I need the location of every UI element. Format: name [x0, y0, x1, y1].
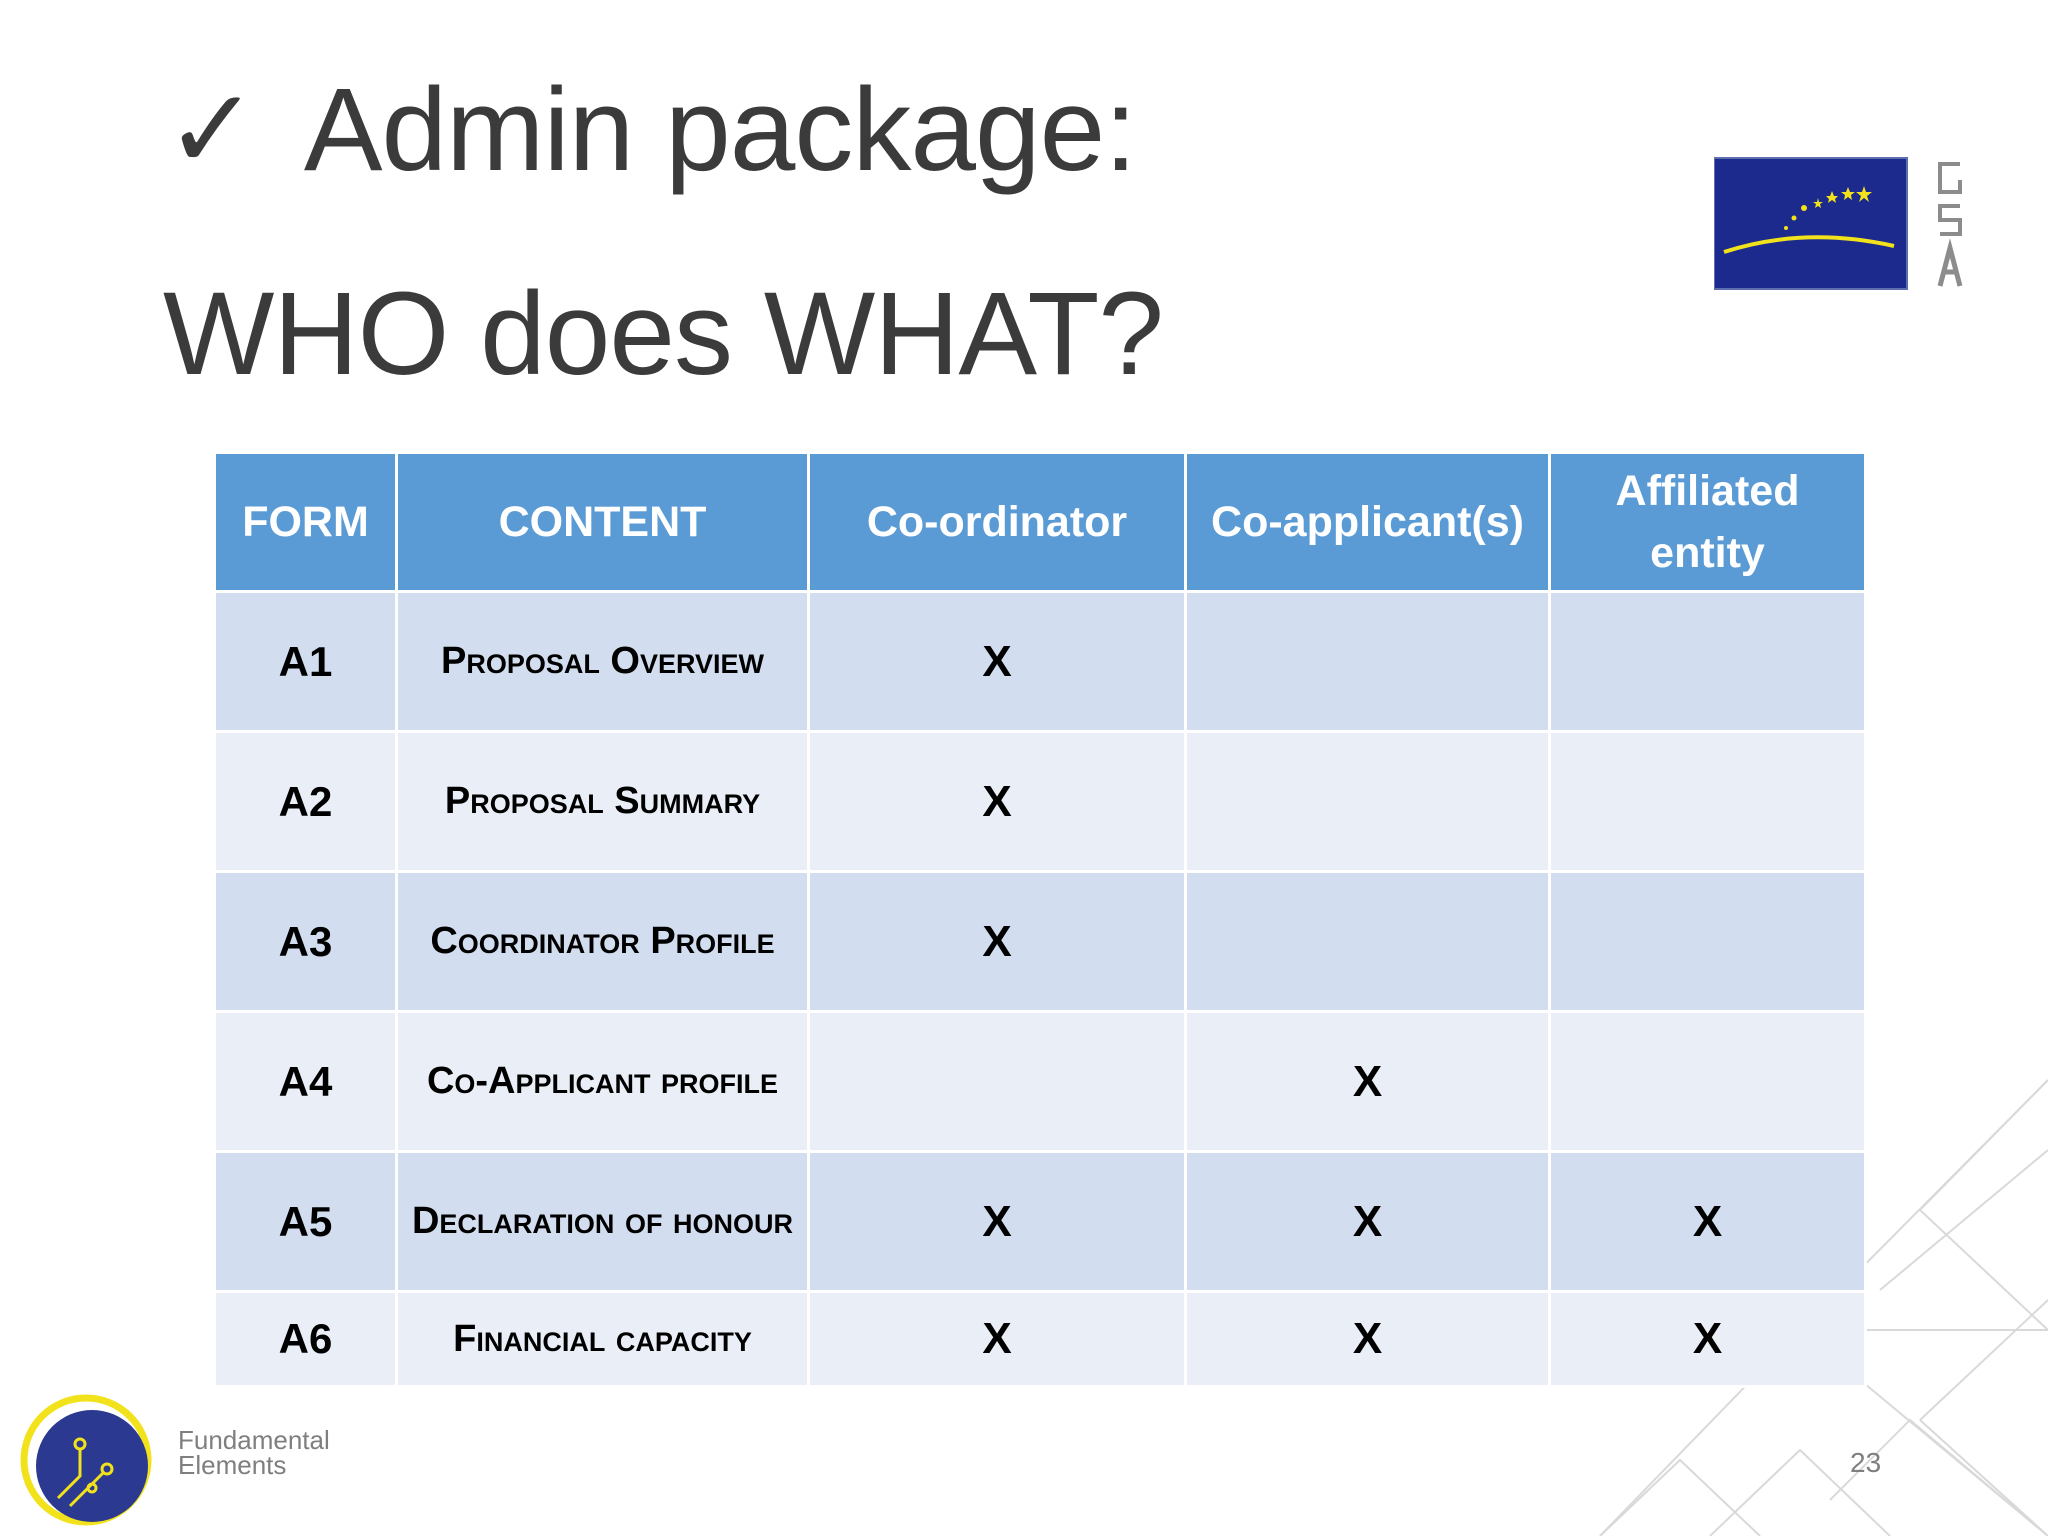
coordinator-mark: X — [809, 872, 1186, 1012]
affiliated-mark — [1550, 732, 1866, 872]
table-row — [215, 1152, 1866, 1292]
coapplicant-mark: X — [1186, 1292, 1550, 1387]
header-coapplicants: Co-applicant(s) — [1186, 453, 1550, 592]
coordinator-mark: X — [809, 592, 1186, 732]
content-cell: Co-Applicant profile — [397, 1012, 809, 1152]
form-code: A4 — [215, 1012, 397, 1152]
content-cell: Declaration of honour — [397, 1152, 809, 1292]
content-cell: Coordinator Profile — [397, 872, 809, 1012]
affiliated-mark — [1550, 1012, 1866, 1152]
page-number: 23 — [1850, 1447, 1882, 1478]
table-row — [215, 872, 1866, 1012]
title-line — [165, 60, 1136, 200]
gsa-logo-letters — [1940, 164, 1960, 234]
header-content: CONTENT — [397, 453, 809, 592]
gsa-logo — [1714, 156, 1969, 291]
gsa-logo-letter-a — [1940, 248, 1960, 286]
table-row — [215, 732, 1866, 872]
affiliated-mark — [1550, 592, 1866, 732]
header-coordinator: Co-ordinator — [809, 453, 1186, 592]
fe-text-line-1: Fundamental — [178, 1425, 330, 1455]
coordinator-mark: X — [809, 1292, 1186, 1387]
fundamental-elements-text — [178, 1425, 330, 1480]
coordinator-mark — [809, 1012, 1186, 1152]
coordinator-mark: X — [809, 1152, 1186, 1292]
affiliated-mark: X — [1550, 1292, 1866, 1387]
slide-subtitle: WHO does WHAT? — [163, 268, 1164, 400]
slide-title: Admin package: — [303, 64, 1137, 196]
coapplicant-mark — [1186, 592, 1550, 732]
content-cell: Proposal Summary — [397, 732, 809, 872]
table-row — [215, 1012, 1866, 1152]
table-row — [215, 592, 1866, 732]
form-code: A2 — [215, 732, 397, 872]
fe-text-line-2: Elements — [178, 1450, 287, 1480]
table-header-row — [215, 453, 1866, 592]
coapplicant-mark — [1186, 872, 1550, 1012]
coapplicant-mark — [1186, 732, 1550, 872]
coapplicant-mark: X — [1186, 1152, 1550, 1292]
coordinator-mark: X — [809, 732, 1186, 872]
affiliated-mark: X — [1550, 1152, 1866, 1292]
affiliated-mark — [1550, 872, 1866, 1012]
content-cell: Proposal Overview — [397, 592, 809, 732]
who-does-what-table — [213, 451, 1867, 1388]
form-code: A6 — [215, 1292, 397, 1387]
header-form: FORM — [215, 453, 397, 592]
fundamental-elements-logo — [8, 1388, 158, 1528]
gsa-logo-flag — [1714, 158, 1907, 289]
form-code: A1 — [215, 592, 397, 732]
content-cell: Financial capacity — [397, 1292, 809, 1387]
checkmark-icon: ✓ — [165, 65, 259, 195]
form-code: A3 — [215, 872, 397, 1012]
coapplicant-mark: X — [1186, 1012, 1550, 1152]
table-row — [215, 1292, 1866, 1387]
header-affiliated-entity: Affiliated entity — [1550, 453, 1866, 592]
form-code: A5 — [215, 1152, 397, 1292]
